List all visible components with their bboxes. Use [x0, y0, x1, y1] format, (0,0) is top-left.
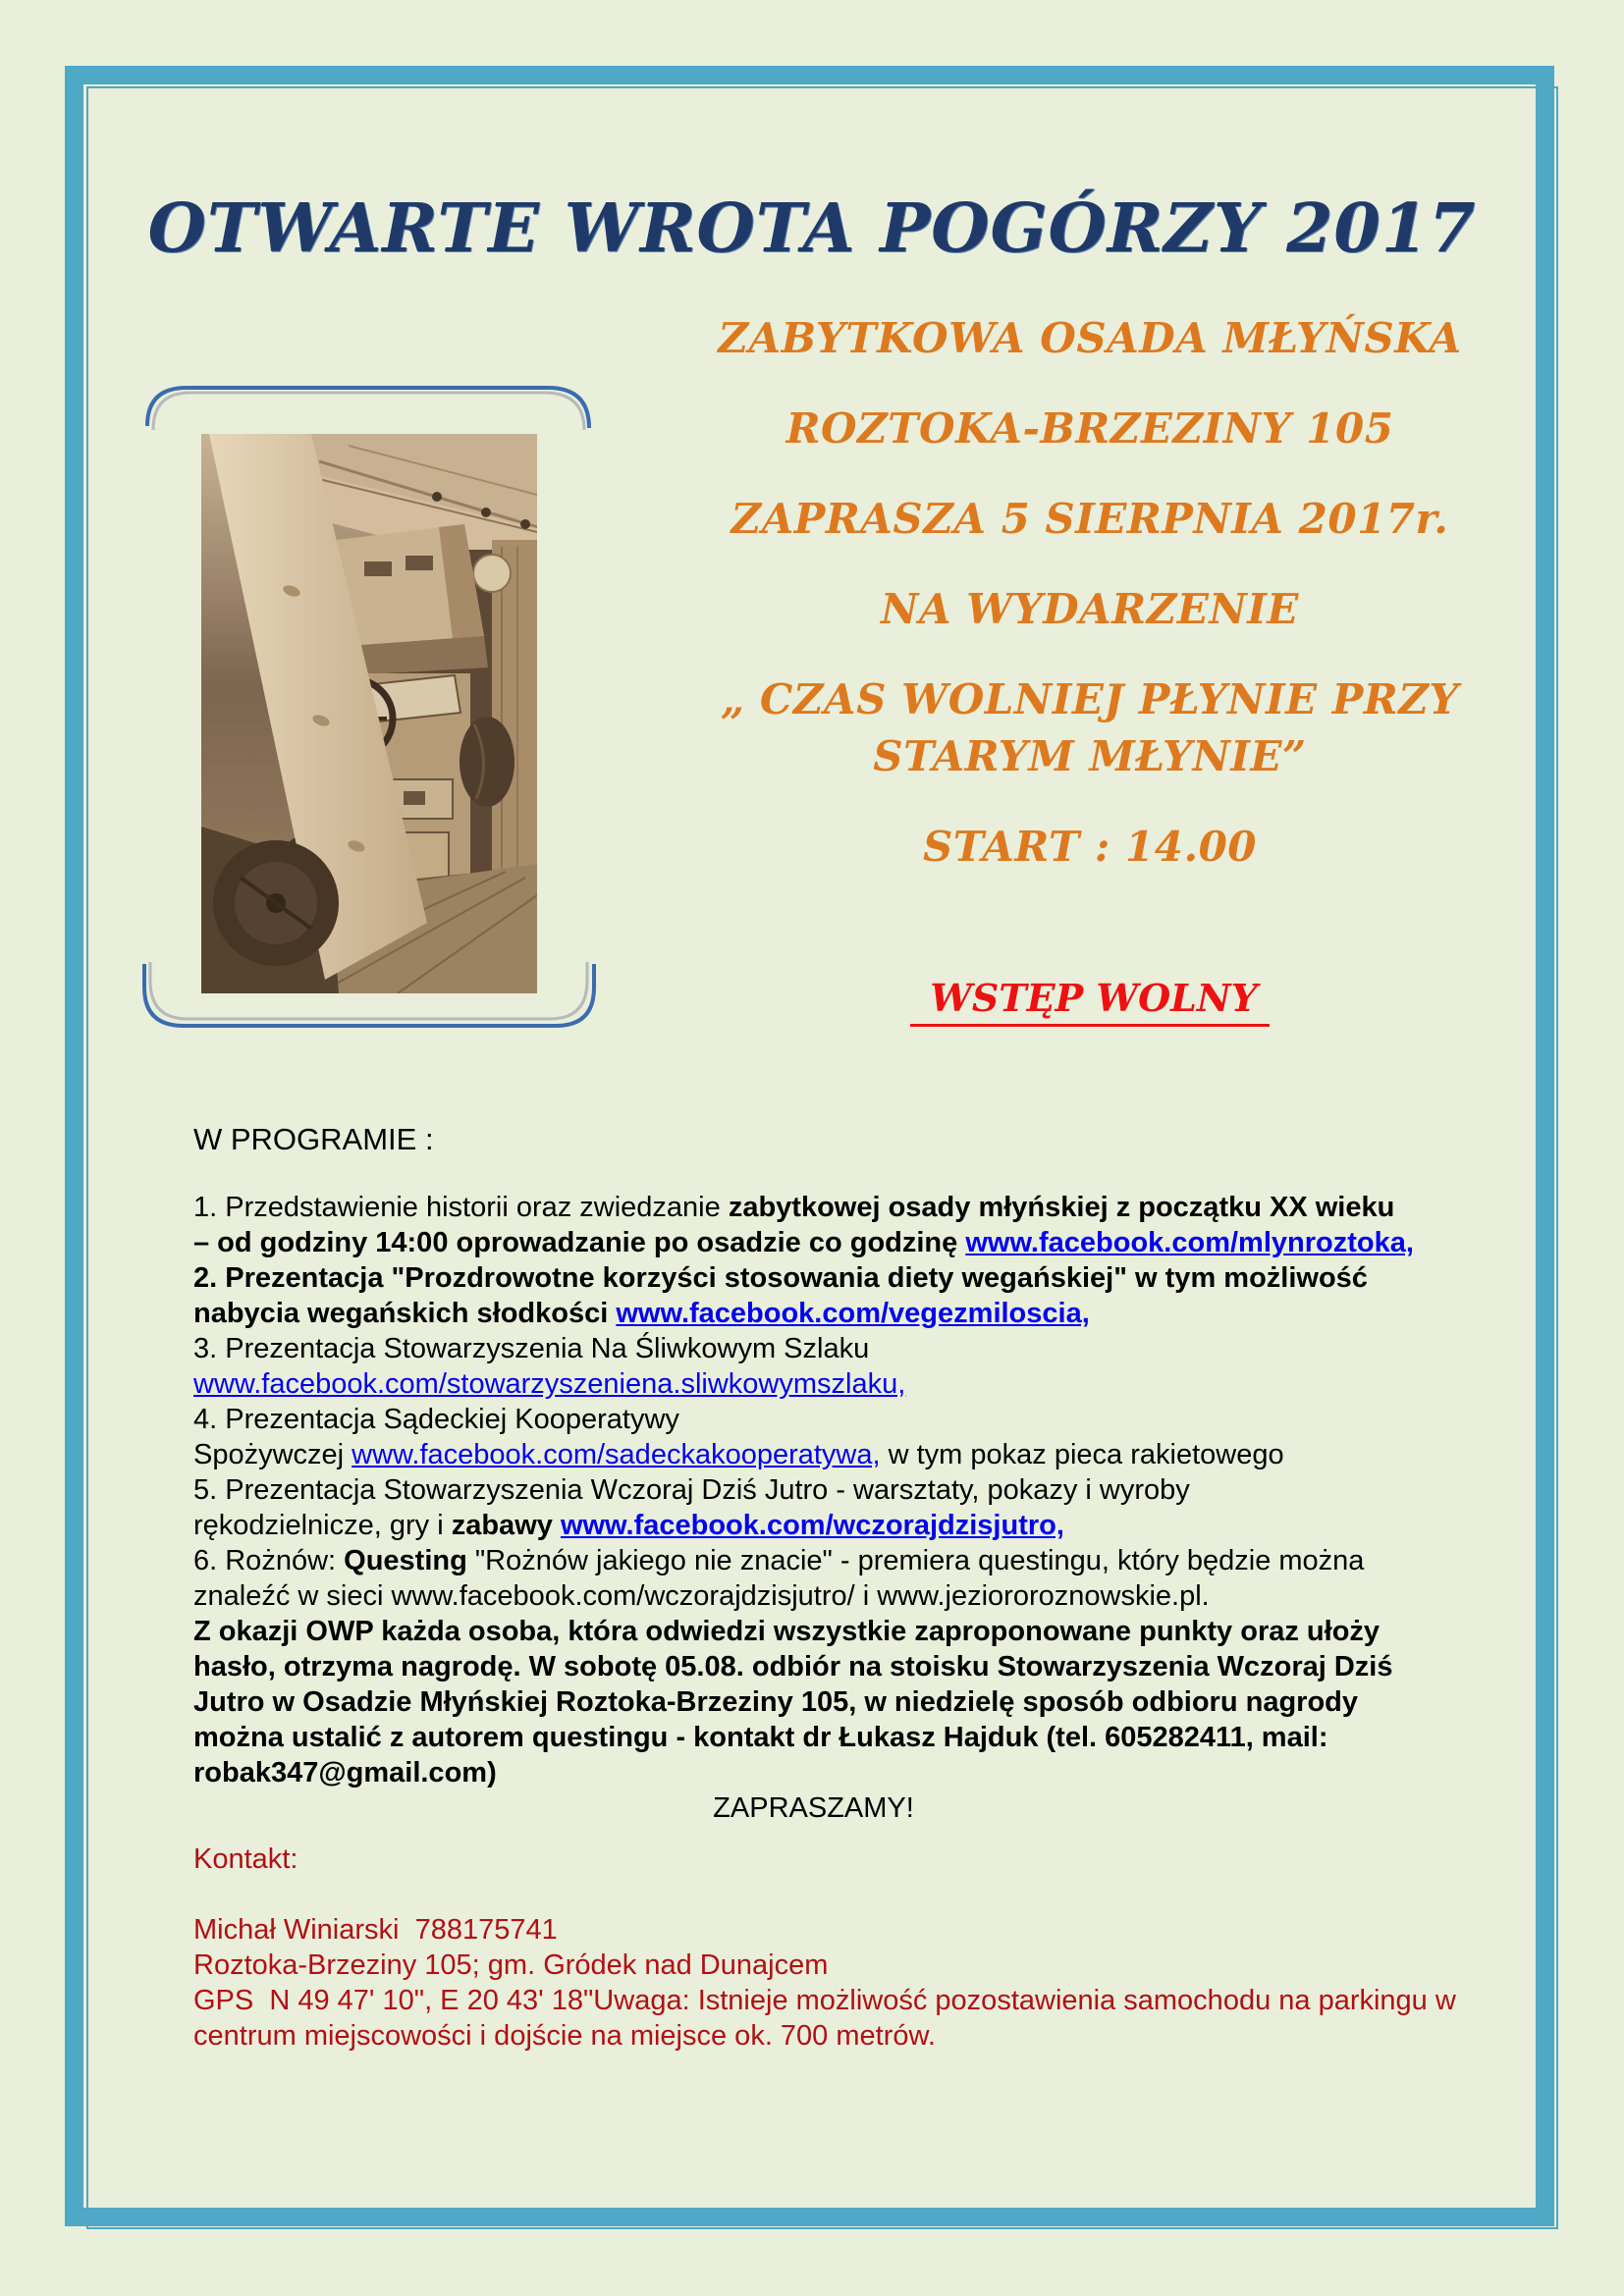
- text-segment: nabycia wegańskich słodkości: [193, 1298, 617, 1329]
- program-line: [193, 1578, 1434, 1614]
- contact-line: [193, 1877, 1434, 1912]
- subtitle-line: STARYM MŁYNIE”: [873, 732, 1307, 780]
- program-line: [193, 1225, 1434, 1260]
- subtitle-line: ZABYTKOWA OSADA MŁYŃSKA: [718, 314, 1462, 362]
- program-line: [193, 1614, 1434, 1649]
- text-segment: "Rożnów jakiego nie znacie" - premiera questingu, który będzie można: [474, 1545, 1365, 1576]
- closing-line: [193, 1790, 1434, 1826]
- subtitle-line: NA WYDARZENIE: [881, 585, 1299, 633]
- web-link[interactable]: www.facebook.com/wczorajdzisjutro,: [560, 1510, 1064, 1541]
- mill-photo: [128, 371, 619, 1048]
- text-segment: rękodzielnicze, gry i: [193, 1510, 452, 1541]
- text-segment: Jutro w Osadzie Młyńskiej Roztoka-Brzeziny 105, w niedzielę sposób odbioru nagrody: [193, 1686, 1359, 1718]
- free-entry: [648, 974, 1532, 1023]
- text-segment: Questing: [344, 1545, 475, 1576]
- program-line: [193, 1755, 1434, 1790]
- contact-line: GPS N 49 47' 10", E 20 43' 18"Uwaga: Istnieje możliwość pozostawienia samochodu na parkingu w: [193, 1985, 1456, 2016]
- program-line: [193, 1331, 1434, 1366]
- subtitle-line: „ CZAS WOLNIEJ PŁYNIE PRZY: [721, 675, 1459, 723]
- subtitle-line: ROZTOKA-BRZEZINY 105: [785, 404, 1394, 453]
- web-link[interactable]: www.facebook.com/vegezmiloscia,: [616, 1298, 1090, 1329]
- program-line: [193, 1508, 1434, 1543]
- text-segment: ZAPRASZAMY!: [713, 1792, 914, 1824]
- mill-photo-content: [201, 434, 537, 993]
- program-line: [193, 1366, 1434, 1402]
- text-segment: zabawy: [451, 1510, 561, 1541]
- text-segment: hasło, otrzyma nagrodę. W sobotę 05.08. odbiór na stoisku Stowarzyszenia Wczoraj Dziś: [193, 1651, 1393, 1682]
- text-segment: 2. Prezentacja "Prozdrowotne korzyści stosowania diety wegańskiej" w tym możliwość: [193, 1262, 1368, 1294]
- text-segment: w tym pokaz pieca rakietowego: [880, 1439, 1284, 1470]
- program-line: [193, 1402, 1434, 1437]
- photo-frame-top-bracket: [147, 388, 589, 430]
- text-segment: 3. Prezentacja Stowarzyszenia Na Śliwkowym Szlaku: [193, 1333, 870, 1364]
- text-segment: – od godziny 14:00 oprowadzanie po osadzie co godzinę: [193, 1227, 966, 1258]
- text-segment: Spożywczej: [193, 1439, 352, 1470]
- web-link[interactable]: www.facebook.com/mlynroztoka,: [965, 1227, 1414, 1258]
- subtitle-line: START : 14.00: [922, 823, 1258, 871]
- web-link[interactable]: www.facebook.com/stowarzyszeniena.sliwkowymszlaku,: [193, 1368, 906, 1400]
- text-segment: Z okazji OWP każda osoba, która odwiedzi wszystkie zaproponowane punkty oraz ułoży: [193, 1616, 1380, 1647]
- program-heading: W PROGRAMIE :: [193, 1122, 434, 1156]
- text-segment: można ustalić z autorem questingu - kontakt dr Łukasz Hajduk (tel. 605282411, mail:: [193, 1722, 1328, 1753]
- program-lines: [193, 1190, 1434, 1826]
- text-segment: 1. Przedstawienie historii oraz zwiedzanie: [193, 1192, 729, 1223]
- contact-line: Michał Winiarski 788175741: [193, 1914, 558, 1946]
- subtitle-block: [648, 310, 1532, 876]
- text-segment: 5. Prezentacja Stowarzyszenia Wczoraj Dziś Jutro - warsztaty, pokazy i wyroby: [193, 1474, 1190, 1506]
- text-segment: znaleźć w sieci www.facebook.com/wczorajdzisjutro/ i www.jeziororoznowskie.pl.: [193, 1580, 1210, 1612]
- page-title: OTWARTE WROTA POGÓRZY 2017: [147, 189, 1477, 268]
- program-line: [193, 1649, 1434, 1684]
- program-line: [193, 1296, 1434, 1331]
- text-segment: robak347@gmail.com): [193, 1757, 497, 1789]
- program-line: [193, 1437, 1434, 1472]
- subtitle-line: ZAPRASZA 5 SIERPNIA 2017r.: [731, 495, 1449, 543]
- text-segment: zabytkowej osady młyńskiej z początku XX wieku: [728, 1192, 1395, 1223]
- free-entry-label: WSTĘP WOLNY: [910, 976, 1270, 1027]
- program-line: [193, 1260, 1434, 1296]
- web-link[interactable]: www.facebook.com/sadeckakooperatywa,: [352, 1439, 881, 1470]
- program-line: [193, 1684, 1434, 1720]
- text-segment: 4. Prezentacja Sądeckiej Kooperatywy: [193, 1404, 679, 1435]
- program-line: [193, 1720, 1434, 1755]
- program-line: [193, 1543, 1434, 1578]
- text-segment: 6. Rożnów:: [193, 1545, 345, 1576]
- program-line: [193, 1190, 1434, 1225]
- program-line: [193, 1472, 1434, 1508]
- contact-block: [193, 1842, 1456, 2054]
- contact-line: Roztoka-Brzeziny 105; gm. Gródek nad Dunajcem: [193, 1949, 829, 1981]
- contact-line: Kontakt:: [193, 1843, 298, 1875]
- contact-line: centrum miejscowości i dojście na miejsce ok. 700 metrów.: [193, 2020, 936, 2052]
